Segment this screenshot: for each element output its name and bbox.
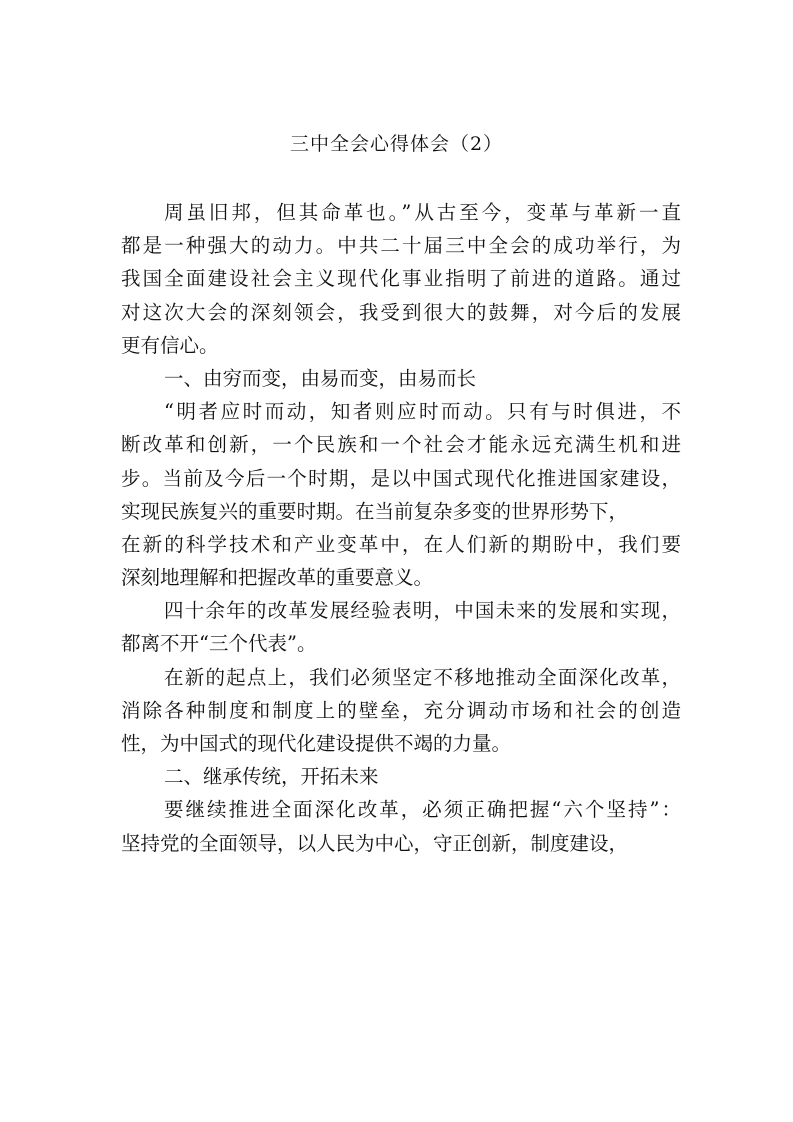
paragraph-line: 更有信心。 [121,333,219,357]
document-body [121,196,681,860]
paragraph-line: 要继续推进全面深化改革，必须正确把握“六个坚持”： [164,798,681,822]
paragraph-line: 步。当前及今后一个时期，是以中国式现代化推进国家建设， [121,466,681,490]
paragraph-line: “明者应时而动，知者则应时而动。只有与时俱进，不 [164,400,681,424]
paragraph-line: 性，为中国式的现代化建设提供不竭的力量。 [121,732,512,755]
paragraph-line: 都是一种强大的动力。中共二十届三中全会的成功举行，为 [121,234,681,258]
paragraph-line: 在新的起点上，我们必须坚定不移地推动全面深化改革， [164,665,681,689]
paragraph-line: 实现民族复兴的重要时期。在当前复杂多变的世界形势下， [121,499,629,523]
paragraph-line: 周虽旧邦，但其命革也。”从古至今，变革与革新一直 [164,201,681,224]
paragraph-line: 对这次大会的深刻领会，我受到很大的鼓舞，对今后的发展 [121,300,681,324]
paragraph-line: 断改革和创新，一个民族和一个社会才能永远充满生机和进 [121,433,681,457]
paragraph-line: 四十余年的改革发展经验表明，中国未来的发展和实现， [164,599,681,623]
paragraph-line: 在新的科学技术和产业变革中，在人们新的期盼中，我们要 [121,532,681,556]
paragraph-line: 坚持党的全面领导，以人民为中心，守正创新，制度建设， [121,831,629,855]
paragraph-line: 消除各种制度和制度上的壁垒，充分调动市场和社会的创造 [121,698,681,722]
paragraph-line: 我国全面建设社会主义现代化事业指明了前进的道路。通过 [121,267,681,291]
document-title: 三中全会心得体会（2） [289,133,504,155]
paragraph-line: 都离不开“三个代表”。 [121,632,317,656]
section-heading: 二、继承传统，开拓未来 [164,765,379,789]
paragraph-line: 深刻地理解和把握改革的重要意义。 [121,566,434,590]
section-heading: 一、由穷而变，由易而变，由易而长 [164,366,477,390]
